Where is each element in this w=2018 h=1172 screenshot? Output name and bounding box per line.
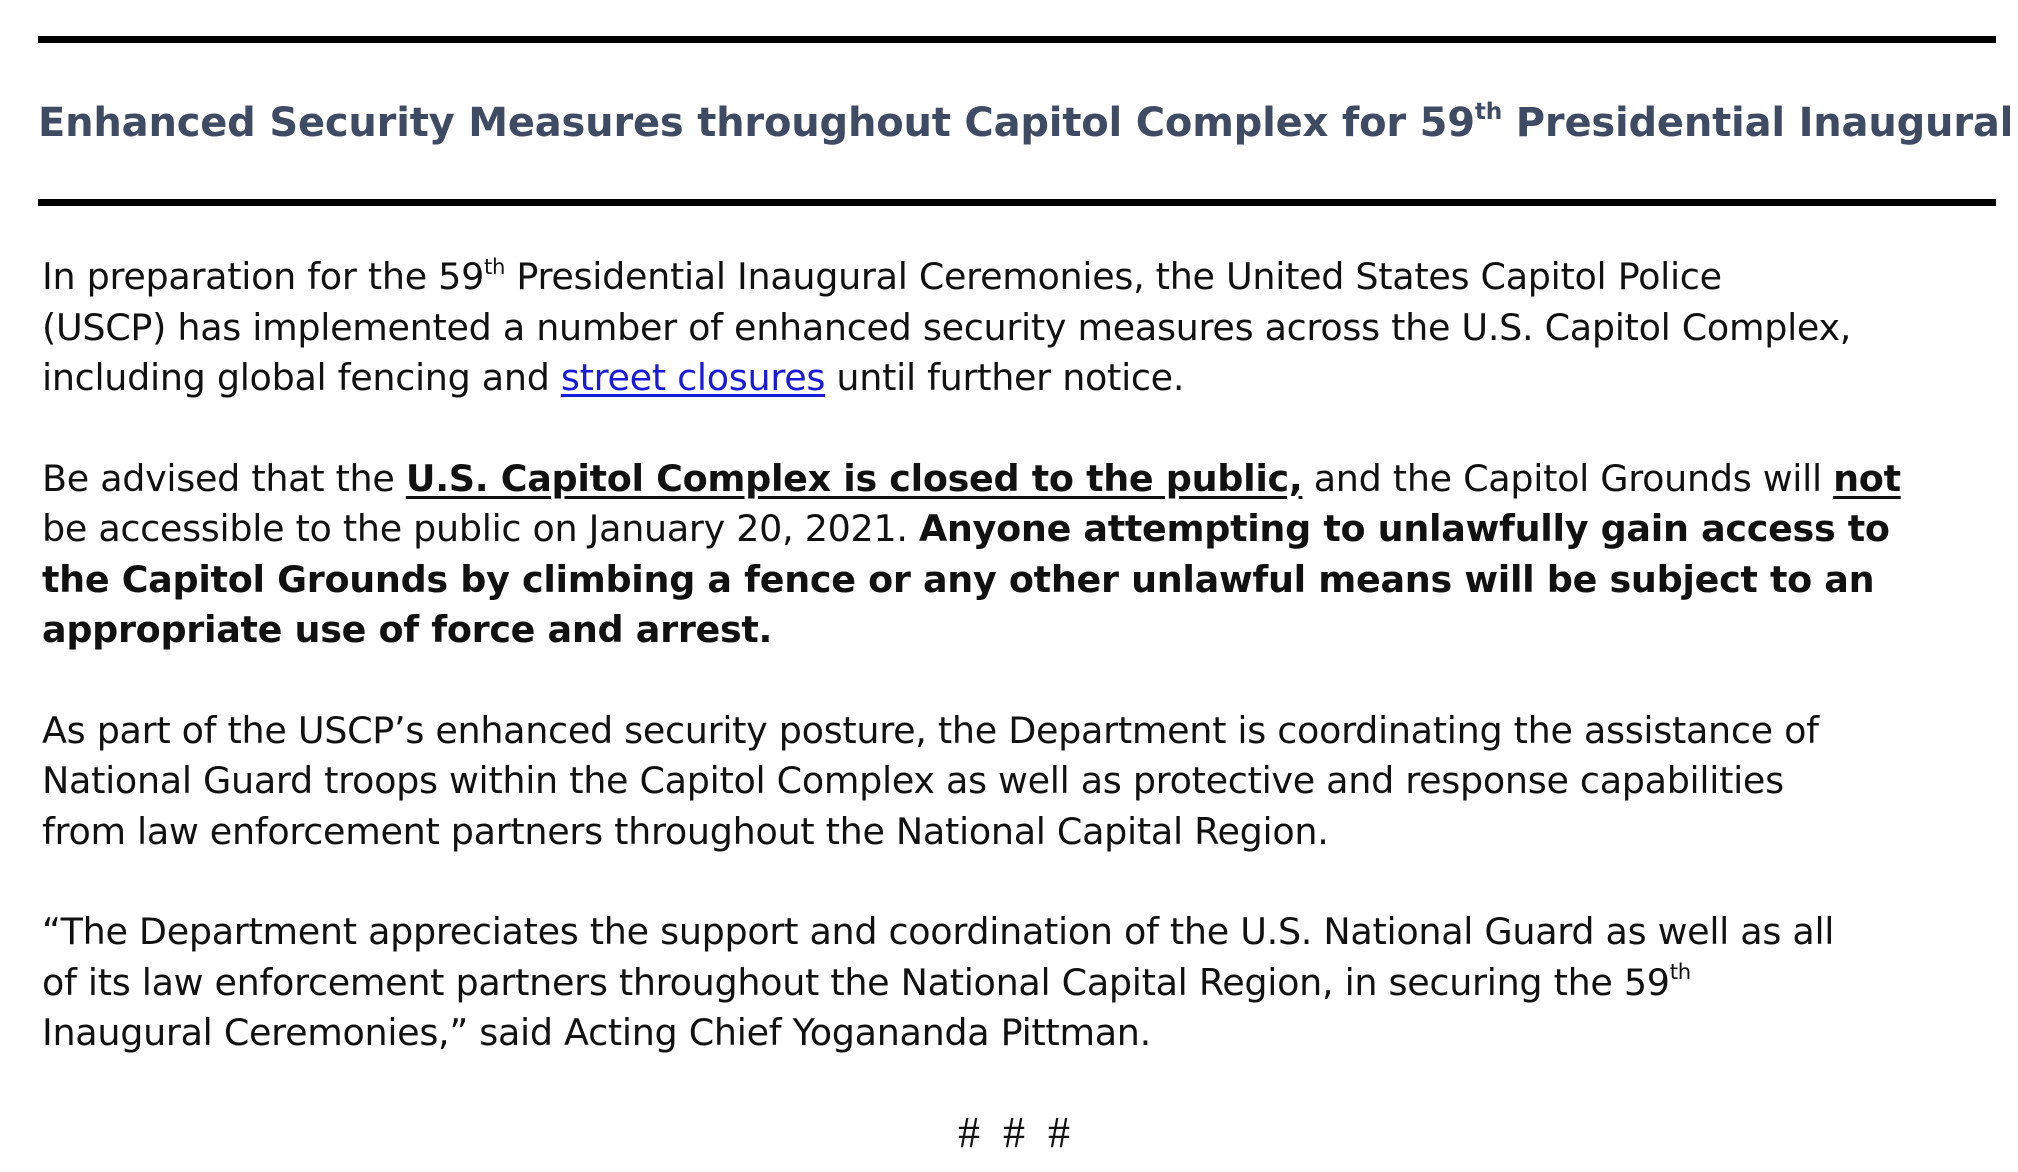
warning-text: appropriate use of force and arrest. [42,608,773,651]
text-line: (USCP) has implemented a number of enhanced security measures across the U.S. Capitol Complex, [42,305,1852,349]
page-title: Enhanced Security Measures throughout Capitol Complex for 59th Presidential Inaugural [38,98,2014,146]
street-closures-link[interactable]: street closures [560,356,826,399]
warning-text: the Capitol Grounds by climbing a fence or any other unlawful means will be subject to an [42,557,1875,601]
text-line: from law enforcement partners throughout the National Capital Region. [42,809,1329,853]
paragraph-national-guard [42,706,2002,858]
end-mark: # # # [958,1108,1076,1157]
paragraph-preparation [42,252,2002,404]
text-line: be accessible to the public on January 20, 2021. Anyone attempting to unlawfully gain access to [42,507,1890,550]
text-line: National Guard troops within the Capitol Complex as well as protective and response capabilities [42,759,1784,802]
release-body [42,252,2002,1109]
top-divider [38,36,1996,43]
not-emphasis: not [1833,456,1901,500]
text-line: of its law enforcement partners throughout the National Capital Region, in securing the 59th [42,959,1691,1004]
text-line: “The Department appreciates the support and coordination of the U.S. National Guard as well as all [42,910,1835,953]
text-line: Be advised that the U.S. Capitol Complex is closed to the public, and the Capitol Grounds will not [42,456,1901,500]
paragraph-quote [42,907,2002,1059]
title-divider [38,199,1996,206]
text-line: Inaugural Ceremonies,” said Acting Chief Yogananda Pittman. [42,1011,1151,1054]
text-line: In preparation for the 59th Presidential Inaugural Ceremonies, the United States Capitol Police [42,253,1722,298]
text-line: including global fencing and street closures until further notice. [42,356,1185,399]
paragraph-advisory [42,454,2002,656]
closure-emphasis: U.S. Capitol Complex is closed to the public, [405,456,1303,500]
warning-text: Anyone attempting to unlawfully gain access to [918,507,1890,550]
text-line: As part of the USCP’s enhanced security posture, the Department is coordinating the assistance of [42,708,1819,752]
